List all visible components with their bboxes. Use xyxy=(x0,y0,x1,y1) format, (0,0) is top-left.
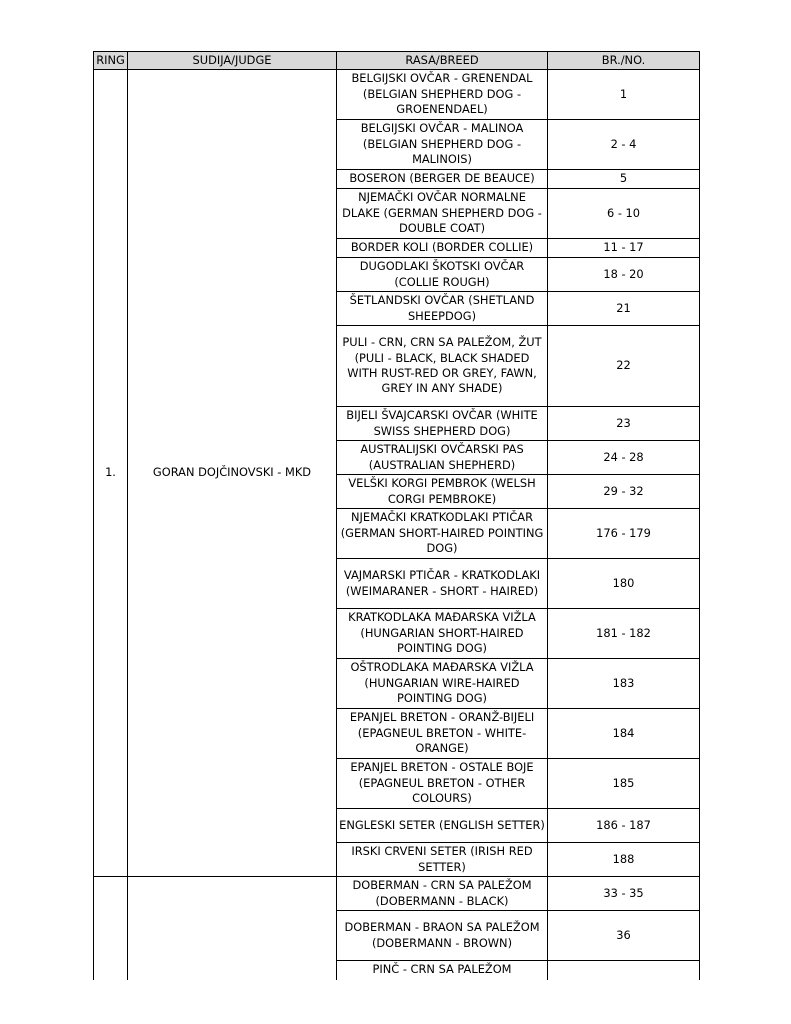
catalog-number-cell: 6 - 10 xyxy=(548,189,700,239)
breed-cell: KRATKODLAKA MAĐARSKA VIŽLA (HUNGARIAN SHORT-HAIRED POINTING DOG) xyxy=(337,609,548,659)
catalog-number-cell: 1 xyxy=(548,70,700,120)
catalog-number-cell: 186 - 187 xyxy=(548,809,700,843)
header-number: BR./NO. xyxy=(548,52,700,70)
breed-cell: EPANJEL BRETON - ORANŽ-BIJELI (EPAGNEUL BRETON - WHITE-ORANGE) xyxy=(337,709,548,759)
catalog-number-cell: 29 - 32 xyxy=(548,475,700,509)
breed-cell: BELGIJSKI OVČAR - GRENENDAL (BELGIAN SHEPHERD DOG - GROENENDAEL) xyxy=(337,70,548,120)
catalog-number-cell: 36 xyxy=(548,911,700,961)
catalog-number-cell: 176 - 179 xyxy=(548,509,700,559)
header-judge: SUDIJA/JUDGE xyxy=(128,52,337,70)
catalog-number-cell: 184 xyxy=(548,709,700,759)
catalog-number-cell: 181 - 182 xyxy=(548,609,700,659)
breed-cell: DOBERMAN - CRN SA PALEŽOM (DOBERMANN - BLACK) xyxy=(337,877,548,911)
judge-name-cell: GORAN DOJČINOVSKI - MKD xyxy=(128,70,337,877)
catalog-number-cell: 5 xyxy=(548,170,700,189)
breed-cell: BOSERON (BERGER DE BEAUCE) xyxy=(337,170,548,189)
catalog-number-cell: 11 - 17 xyxy=(548,239,700,258)
catalog-number-cell: 2 - 4 xyxy=(548,120,700,170)
judging-schedule-table xyxy=(93,51,700,980)
header-breed: RASA/BREED xyxy=(337,52,548,70)
breed-cell: ENGLESKI SETER (ENGLISH SETTER) xyxy=(337,809,548,843)
catalog-number-cell: 18 - 20 xyxy=(548,258,700,292)
catalog-number-cell: 22 xyxy=(548,326,700,407)
ring-number-cell xyxy=(94,877,128,981)
breed-cell: BELGIJSKI OVČAR - MALINOA (BELGIAN SHEPHERD DOG - MALINOIS) xyxy=(337,120,548,170)
breed-cell: PINČ - CRN SA PALEŽOM xyxy=(337,961,548,981)
breed-cell: EPANJEL BRETON - OSTALE BOJE (EPAGNEUL BRETON - OTHER COLOURS) xyxy=(337,759,548,809)
header-ring: RING xyxy=(94,52,128,70)
breed-cell: ŠETLANDSKI OVČAR (SHETLAND SHEEPDOG) xyxy=(337,292,548,326)
catalog-number-cell xyxy=(548,961,700,981)
catalog-number-cell: 185 xyxy=(548,759,700,809)
catalog-number-cell: 24 - 28 xyxy=(548,441,700,475)
table-row xyxy=(94,877,700,911)
table-row xyxy=(94,70,700,120)
catalog-number-cell: 180 xyxy=(548,559,700,609)
catalog-number-cell: 183 xyxy=(548,659,700,709)
breed-cell: IRSKI CRVENI SETER (IRISH RED SETTER) xyxy=(337,843,548,877)
breed-cell: VELŠKI KORGI PEMBROK (WELSH CORGI PEMBROKE) xyxy=(337,475,548,509)
breed-cell: BORDER KOLI (BORDER COLLIE) xyxy=(337,239,548,258)
ring-number-cell: 1. xyxy=(94,70,128,877)
breed-cell: AUSTRALIJSKI OVČARSKI PAS (AUSTRALIAN SHEPHERD) xyxy=(337,441,548,475)
breed-cell: VAJMARSKI PTIČAR - KRATKODLAKI (WEIMARANER - SHORT - HAIRED) xyxy=(337,559,548,609)
breed-cell: PULI - CRN, CRN SA PALEŽOM, ŽUT (PULI - BLACK, BLACK SHADED WITH RUST-RED OR GREY, FAWN, GREY IN ANY SHADE) xyxy=(337,326,548,407)
breed-cell: OŠTRODLAKA MAĐARSKA VIŽLA (HUNGARIAN WIRE-HAIRED POINTING DOG) xyxy=(337,659,548,709)
breed-cell: NJEMAČKI OVČAR NORMALNE DLAKE (GERMAN SHEPHERD DOG - DOUBLE COAT) xyxy=(337,189,548,239)
header-row xyxy=(94,52,700,70)
breed-cell: NJEMAČKI KRATKODLAKI PTIČAR (GERMAN SHORT-HAIRED POINTING DOG) xyxy=(337,509,548,559)
breed-cell: DUGODLAKI ŠKOTSKI OVČAR (COLLIE ROUGH) xyxy=(337,258,548,292)
catalog-number-cell: 188 xyxy=(548,843,700,877)
judge-name-cell xyxy=(128,877,337,981)
catalog-number-cell: 21 xyxy=(548,292,700,326)
breed-cell: DOBERMAN - BRAON SA PALEŽOM (DOBERMANN - BROWN) xyxy=(337,911,548,961)
breed-cell: BIJELI ŠVAJCARSKI OVČAR (WHITE SWISS SHEPHERD DOG) xyxy=(337,407,548,441)
catalog-number-cell: 23 xyxy=(548,407,700,441)
catalog-number-cell: 33 - 35 xyxy=(548,877,700,911)
